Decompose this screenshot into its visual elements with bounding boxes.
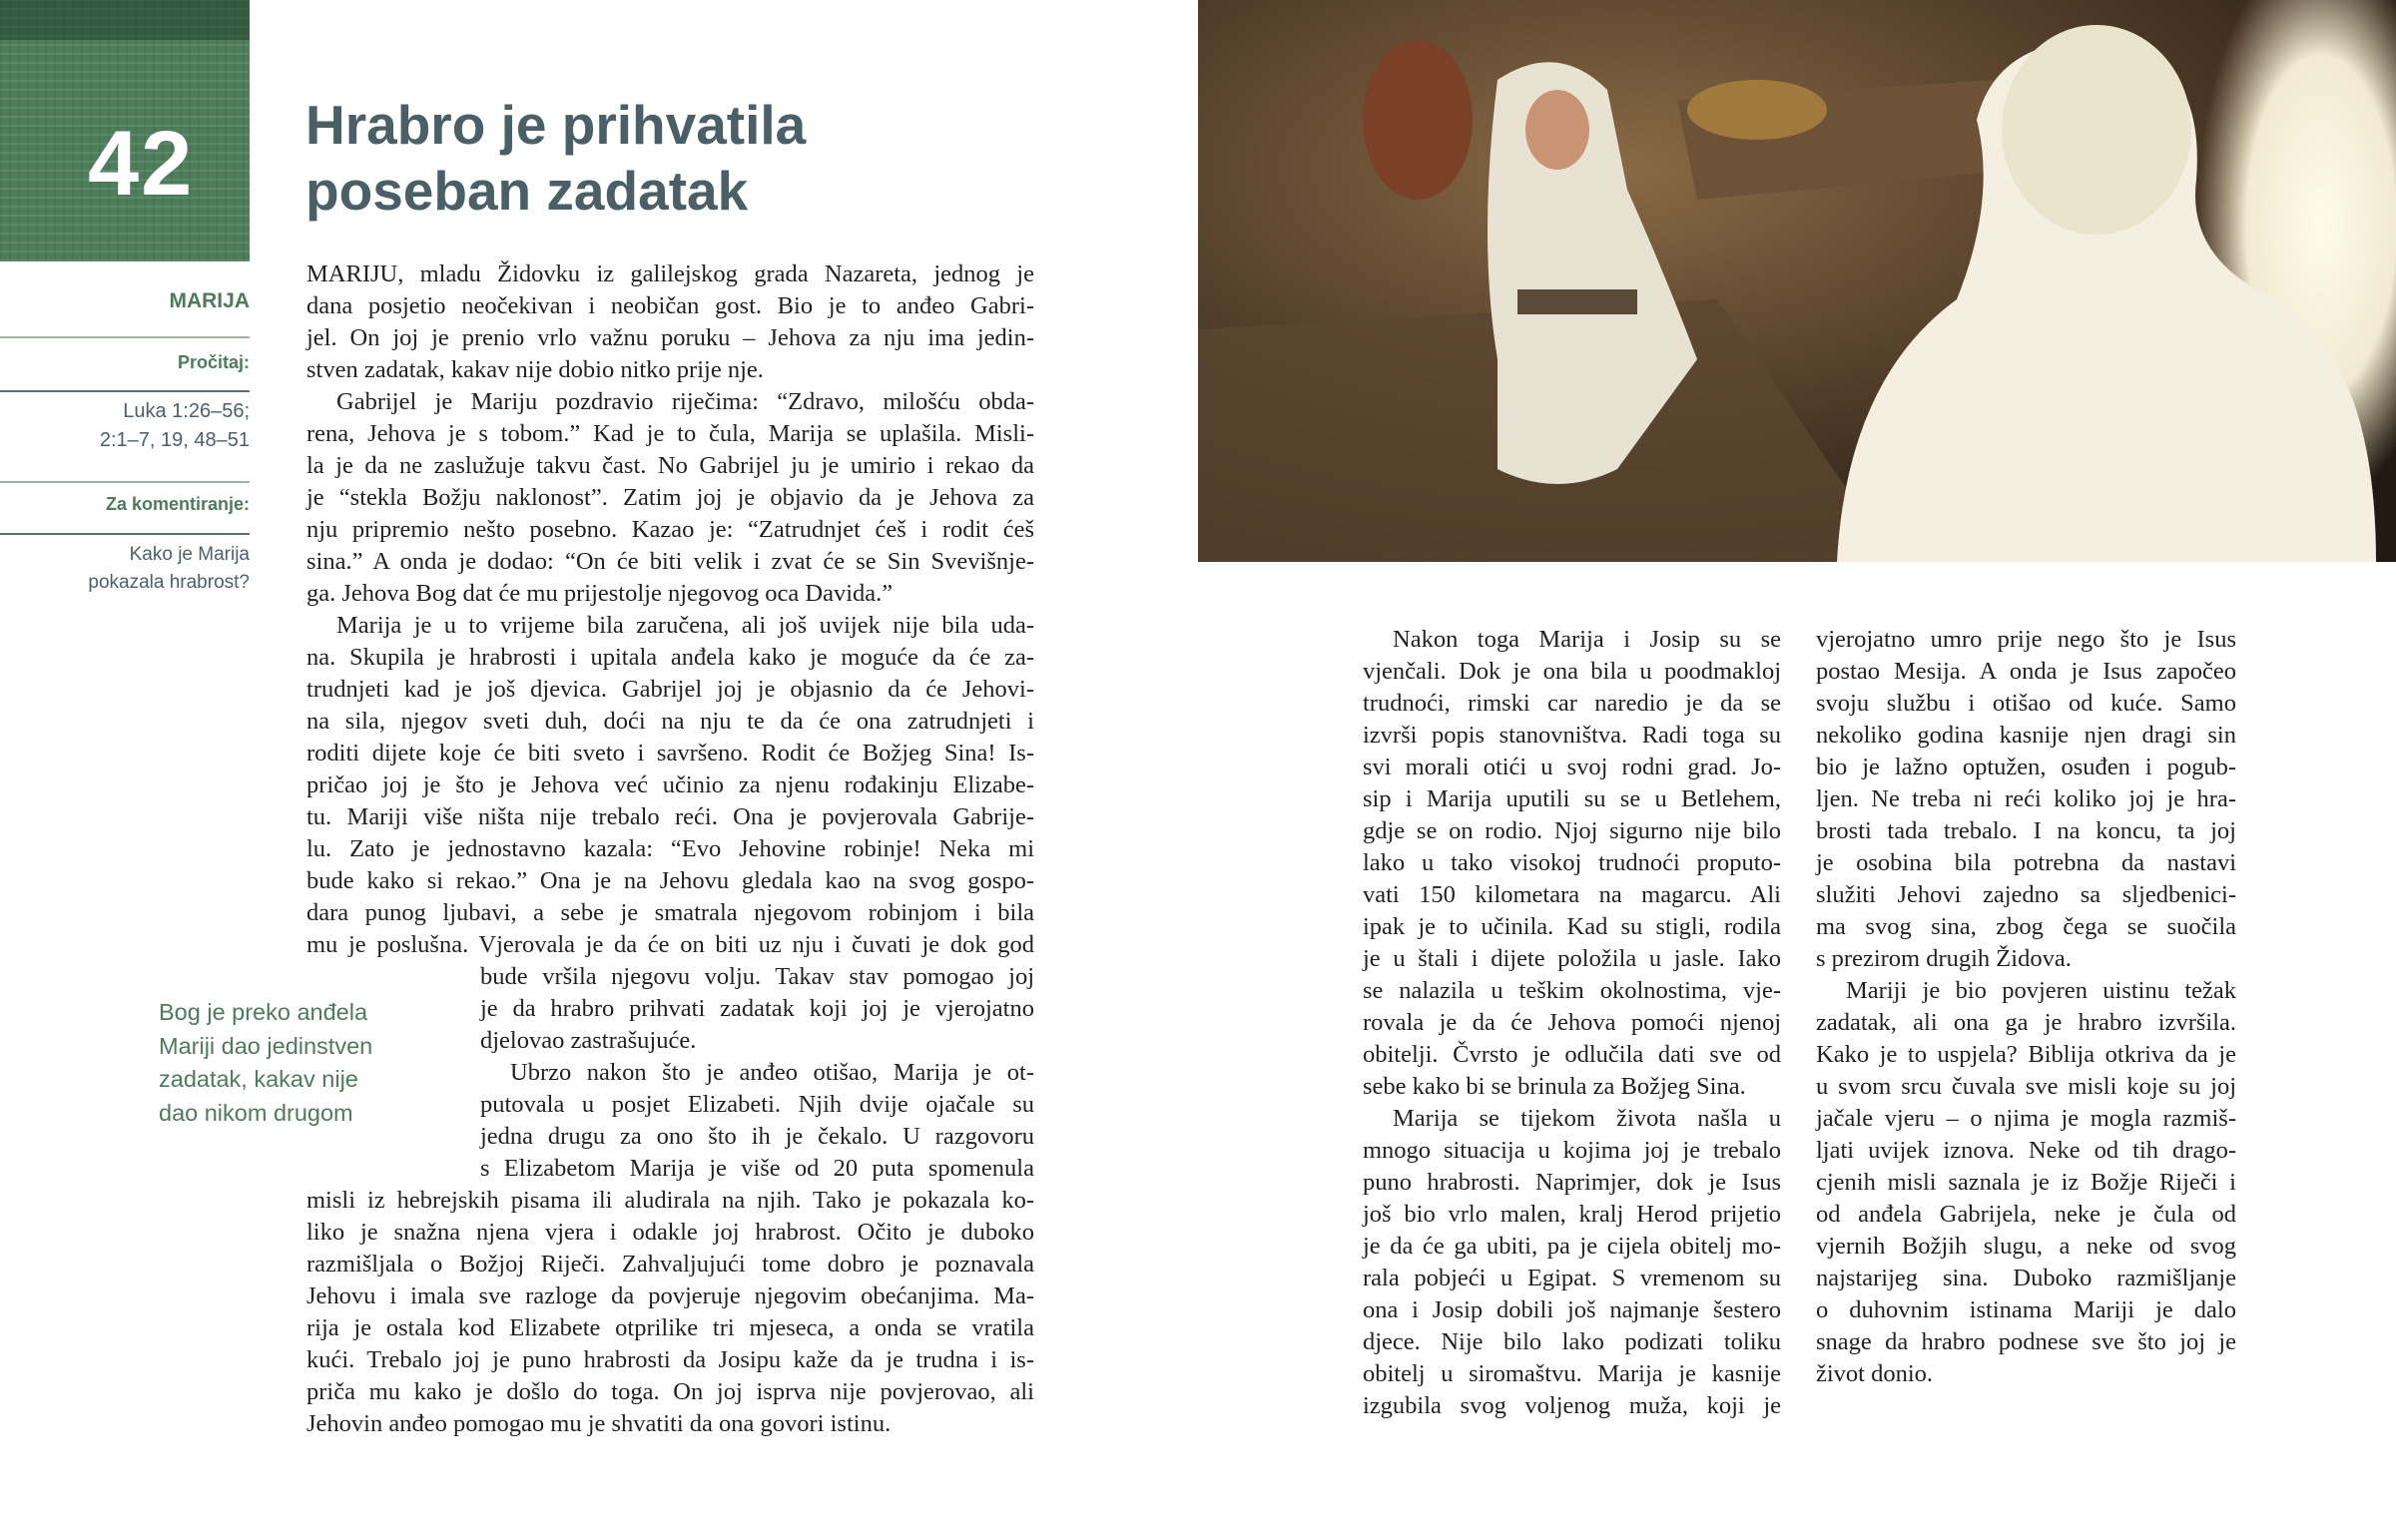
- angel-hair: [2002, 25, 2191, 235]
- text-line: djece. Nije bilo lako podizati toliku: [1363, 1328, 1781, 1355]
- sidebar-character-name: MARIJA: [169, 289, 250, 312]
- illustration-mary-and-angel: [1198, 0, 2396, 562]
- text-line: tu. Mariji više ništa nije trebalo reći. Ona je povjerovala Gabrije-: [306, 803, 1034, 830]
- text-line: ga. Jehova Bog dat će mu prijestolje njegovog oca Davida.”: [306, 580, 894, 607]
- paragraph: [306, 610, 1034, 1057]
- text-line: s Elizabetom Marija je više od 20 puta spomenula: [480, 1155, 1034, 1182]
- text-line: lu. Zato je jednostavno kazala: “Evo Jehovine robinje! Neka mi: [306, 835, 1034, 862]
- text-line: Ubrzo nakon što je anđeo otišao, Marija je ot-: [510, 1059, 1034, 1086]
- text-line: cjenih misli saznala je iz Božje Riječi i: [1816, 1169, 2236, 1196]
- title-line: poseban zadatak: [305, 160, 749, 222]
- text-line: ma svog sina, zbog čega se suočila: [1816, 913, 2236, 940]
- text-line: la je da ne zaslužuje takvu čast. No Gabrijel ju je umirio i rekao da: [306, 452, 1034, 479]
- chapter-number: 42: [88, 113, 195, 215]
- text-line: služiti Jehovi zajedno sa sljedbenici-: [1816, 881, 2236, 908]
- text-line: djelovao zastrašujuće.: [480, 1027, 697, 1054]
- text-line: vjernih Božjih slugu, a neke od svog: [1816, 1233, 2236, 1260]
- annunciation-illustration: [1198, 0, 2396, 562]
- basket: [1687, 80, 1827, 140]
- text-line: jedna drugu za ono što ih je čekalo. U razgovoru: [480, 1123, 1034, 1150]
- text-line: mnogo situacija u kojima joj je trebalo: [1363, 1137, 1781, 1164]
- text-line: Marija je u to vrijeme bila zaručena, ali još uvijek nije bila uda-: [336, 612, 1034, 639]
- sidebar-divider: [0, 336, 250, 338]
- sidebar-discuss-question: [0, 541, 250, 597]
- text-line: kući. Trebalo joj je puno hrabrosti da Josipu kaže da je trudna i is-: [306, 1346, 1034, 1373]
- body-column-left: [306, 258, 1034, 1440]
- text-line: izgubila svog voljenog muža, koji je: [1363, 1392, 1781, 1419]
- text-line: obitelji. Čvrsto je odlučila dati sve od: [1363, 1041, 1781, 1068]
- text-line: MARIJU, mladu Židovku iz galilejskog grada Nazareta, jednog je: [306, 260, 1034, 287]
- text-line: rija je ostala kod Elizabete otprilike tri mjeseca, a onda se vratila: [306, 1314, 1034, 1341]
- mary-face: [1525, 90, 1589, 170]
- text-line: u svom srcu čuvala sve misli koje su joj: [1816, 1073, 2236, 1100]
- text-line: sip i Marija uputili su se u Betlehem,: [1363, 785, 1781, 812]
- text-line: liko je snažna njena vjera i odakle joj hrabrost. Očito je duboko: [306, 1219, 1034, 1246]
- text-line: razmišljala o Božjoj Riječi. Zahvaljujući tome dobro je poznavala: [306, 1251, 1034, 1278]
- sidebar-discuss-label: Za komentiranje:: [105, 494, 250, 514]
- sidebar-read-label: Pročitaj:: [177, 352, 250, 372]
- text-line: s prezirom drugih Židova.: [1816, 945, 2072, 972]
- text-line: vati 150 kilometara na magarcu. Ali: [1363, 881, 1781, 908]
- text-line: mu je poslušna. Vjerovala je da će on biti uz nju i čuvati je dok god: [306, 931, 1034, 958]
- sidebar-divider: [0, 390, 250, 392]
- title-line: Hrabro je prihvatila: [305, 94, 807, 156]
- text-line: o duhovnim istinama Mariji je dalo: [1816, 1296, 2236, 1323]
- text-line: rena, Jehova je s tobom.” Kad je to čula, Marija se uplašila. Misli-: [306, 420, 1034, 447]
- text-line: Marija se tijekom života našla u: [1393, 1105, 1781, 1132]
- text-line: roditi dijete koje će biti sveto i savršeno. Rodit će Božjeg Sina! Is-: [306, 740, 1034, 767]
- text-line: bude vršila njegovu volju. Takav stav pomogao joj: [480, 963, 1034, 990]
- text-line: je “stekla Božju naklonost”. Zatim joj je objavio da je Jehova za: [306, 484, 1034, 511]
- clay-jar: [1363, 40, 1473, 200]
- text-line: na sila, njegov sveti duh, doći na nju te da će ona zatrudnjeti i: [306, 708, 1034, 735]
- body-column-right-2: [1816, 624, 2236, 1390]
- text-line: bio je lažno optužen, osuđen i pogub-: [1816, 754, 2236, 780]
- text-line: život donio.: [1816, 1360, 1934, 1387]
- text-line: je da hrabro prihvati zadatak koji joj je vjerojatno: [480, 995, 1034, 1022]
- text-line: je osobina bila potrebna da nastavi: [1816, 849, 2236, 876]
- text-line: Jehovu i imala sve razloge da povjeruje njegovim obećanjima. Ma-: [306, 1283, 1034, 1309]
- text-line: pričao joj je što je Jehova već učinio za njenu rođakinju Elizabe-: [306, 771, 1034, 798]
- reference-line[interactable]: 2:1–7, 19, 48–51: [99, 429, 250, 451]
- text-line: sebe kako bi se brinula za Božjeg Sina.: [1363, 1073, 1746, 1100]
- text-line: sina.” A onda je dodao: “On će biti velik i zvat će se Sin Svevišnje-: [306, 548, 1034, 575]
- text-line: rovala je da će Jehova pomoći njenoj: [1363, 1009, 1781, 1036]
- text-line: brosti tada trebalo. I na koncu, ta joj: [1816, 817, 2236, 844]
- text-line: ljati uvijek iznova. Neke od tih drago-: [1816, 1137, 2236, 1164]
- text-line: najstarijeg sina. Duboko razmišljanje: [1816, 1265, 2236, 1291]
- paragraph: [1363, 624, 1781, 1103]
- question-line: pokazala hrabrost?: [88, 572, 250, 593]
- text-line: jačale vjeru – o njima je mogla razmiš-: [1816, 1105, 2236, 1132]
- panel-top-band: [0, 0, 250, 40]
- pull-quote-line: dao nikom drugom: [159, 1099, 353, 1126]
- text-line: je u štali i dijete položila u jasle. Iako: [1363, 945, 1781, 972]
- text-line: svi morali otići u svoj rodni grad. Jo-: [1363, 754, 1781, 780]
- text-line: priča mu kako je došlo do toga. On joj isprva nije povjerovao, ali: [306, 1378, 1034, 1405]
- page-title: [305, 92, 806, 224]
- text-line: bude kako si rekao.” Ona je na Jehovu gledala kao na svog gospo-: [306, 867, 1034, 894]
- text-line: na. Skupila je hrabrosti i upitala anđela kako je moguće da će za-: [306, 644, 1034, 671]
- text-line: još bio vrlo malen, kralj Herod prijetio: [1363, 1201, 1781, 1228]
- text-line: puno hrabrosti. Naprimjer, dok je Isus: [1363, 1169, 1781, 1196]
- paragraph: [306, 258, 1034, 386]
- text-line: svoju službu i otišao od kuće. Samo: [1816, 690, 2236, 717]
- text-line: gdje se on rodio. Njoj sigurno nije bilo: [1363, 817, 1781, 844]
- text-line: snage da hrabro podnese sve što joj je: [1816, 1328, 2236, 1355]
- text-line: od anđela Gabrijela, neke je čula od: [1816, 1201, 2236, 1228]
- text-line: postao Mesija. A onda je Isus započeo: [1816, 658, 2236, 685]
- text-line: dara punog ljubavi, a sebe je smatrala njegovom robinjom i bila: [306, 899, 1034, 926]
- paragraph: [1816, 624, 2236, 975]
- text-line: trudnjeti kad je još djevica. Gabrijel joj je objasnio da će Jehovi-: [306, 676, 1034, 703]
- text-line: Gabrijel je Mariju pozdravio riječima: “Zdravo, milošću obda-: [336, 388, 1034, 415]
- pull-quote-line: zadatak, kakav nije: [159, 1066, 358, 1092]
- text-line: Mariji je bio povjeren uistinu težak: [1846, 977, 2236, 1004]
- pull-quote: [159, 996, 372, 1130]
- text-line: Jehovin anđeo pomogao mu je shvatiti da ona govori istinu.: [306, 1410, 892, 1437]
- text-line: izvrši popis stanovništva. Radi toga su: [1363, 722, 1781, 749]
- paragraph: [306, 1057, 1034, 1440]
- text-line: nju pripremio nešto posebno. Kazao je: “Zatrudnjet ćeš i rodit ćeš: [306, 516, 1034, 543]
- mary-belt: [1517, 289, 1637, 314]
- text-line: obitelj u siromaštvu. Marija je kasnije: [1363, 1360, 1781, 1387]
- text-line: je da će ga ubiti, pa je cijela obitelj mo-: [1363, 1233, 1781, 1260]
- paragraph: [1363, 1103, 1781, 1422]
- text-line: lako u tako visokoj trudnoći proputo-: [1363, 849, 1781, 876]
- chapter-number-panel: [0, 0, 250, 261]
- pull-quote-line: Mariji dao jedinstven: [159, 1032, 373, 1059]
- text-line: ona i Josip dobili još najmanje šestero: [1363, 1296, 1781, 1323]
- text-line: misli iz hebrejskih pisama ili aludirala na njih. Tako je pokazala ko-: [306, 1187, 1034, 1214]
- text-line: Nakon toga Marija i Josip su se: [1393, 626, 1781, 653]
- sidebar-divider: [0, 481, 250, 483]
- text-line: ljen. Ne treba ni reći koliko joj je hra-: [1816, 785, 2236, 812]
- sidebar-read-references: [0, 397, 250, 455]
- paragraph: [1816, 975, 2236, 1390]
- text-line: stven zadatak, kakav nije dobio nitko prije nje.: [306, 356, 764, 383]
- text-line: vjenčali. Dok je ona bila u poodmakloj: [1363, 658, 1781, 685]
- pull-quote-line: Bog je preko anđela: [159, 999, 368, 1025]
- text-line: zadatak, ali ona ga je hrabro izvršila.: [1816, 1009, 2236, 1036]
- text-line: rala pobjeći u Egipat. S vremenom su: [1363, 1265, 1781, 1291]
- sidebar-divider: [0, 533, 250, 535]
- question-line: Kako je Marija: [129, 544, 250, 565]
- text-line: ipak je to učinila. Kad su stigli, rodila: [1363, 913, 1781, 940]
- paragraph: [306, 386, 1034, 610]
- text-line: putovala u posjet Elizabeti. Njih dvije ojačale su: [480, 1091, 1034, 1118]
- body-column-right-1: [1363, 624, 1781, 1422]
- text-line: se nalazila u teškim okolnostima, vje-: [1363, 977, 1781, 1004]
- text-line: dana posjetio neočekivan i neobičan gost. Bio je to anđeo Gabri-: [306, 292, 1034, 319]
- text-line: jel. On joj je prenio vrlo važnu poruku – Jehova za nju ima jedin-: [306, 324, 1034, 351]
- reference-line[interactable]: Luka 1:26–56;: [123, 400, 250, 422]
- text-line: Kako je to uspjela? Biblija otkriva da je: [1816, 1041, 2236, 1068]
- text-line: nekoliko godina kasnije njen dragi sin: [1816, 722, 2236, 749]
- text-line: vjerojatno umro prije nego što je Isus: [1816, 626, 2236, 653]
- text-line: trudnoći, rimski car naredio je da se: [1363, 690, 1781, 717]
